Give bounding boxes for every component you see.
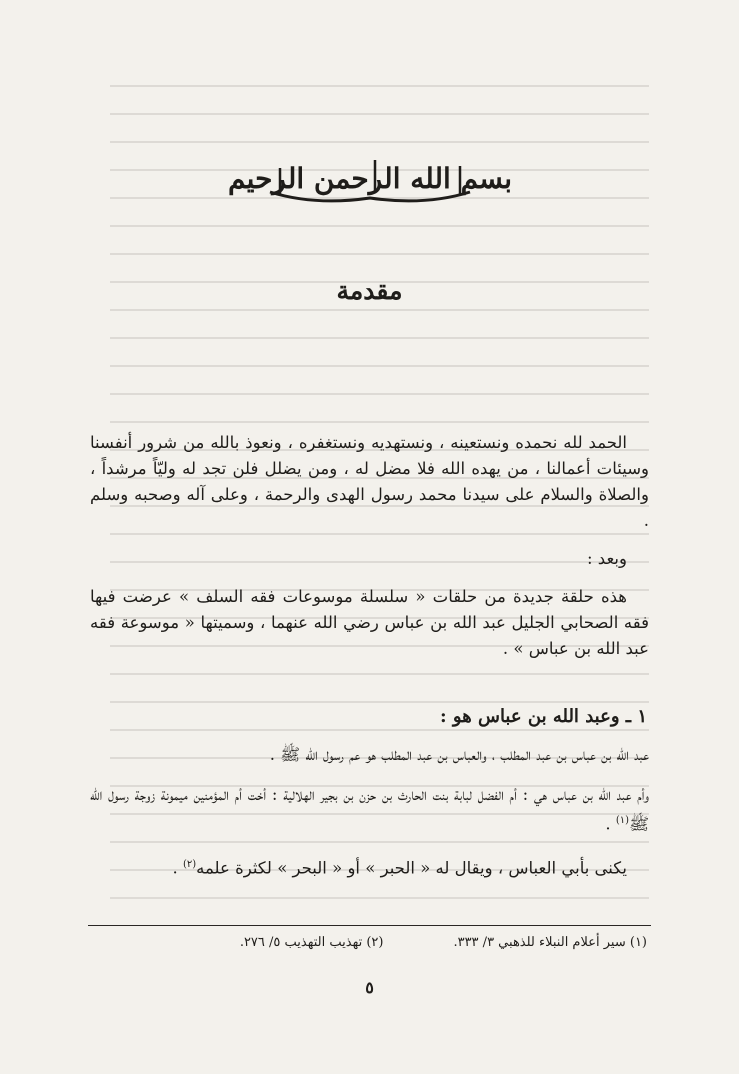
footnotes: [90, 935, 647, 950]
intro-paragraph-1: الحمد لله نحمده ونستعينه ، ونستهديه ونستغفره ، ونعوذ بالله من شرور أنفسنا وسيئات أعمالنا ، من يهده الله فلا مضل له ، ومن يضلل فلن تجد له وليّاً مرشداً ، والصلاة والسلام على سيدنا محمد رسول الهدى والرحمة ، وعلى آله وصحبه وسلم .: [90, 433, 649, 530]
section-paragraph-2-text: وأم عبد الله بن عباس هي : أم الفضل لبابة بنت الحارث بن حزن بن بجير الهلالية : أخت أم المؤمنين ميمونة زوجة رسول الله ﷺ: [90, 785, 649, 834]
footnote-1: (١) سير أعلام النبلاء للذهبي ٣/ ٣٣٣.: [453, 935, 647, 950]
page-number: ٥: [365, 978, 374, 997]
section-text: [90, 742, 649, 895]
footnote-2: (٢) تهذيب التهذيب ٥/ ٢٧٦.: [239, 935, 384, 950]
page-title: مقدمة: [336, 276, 403, 305]
basmala-calligraphy: [228, 148, 512, 218]
intro-text: [90, 430, 649, 674]
basmala-text: بسم الله الرحمن الرحيم: [228, 162, 512, 195]
section-heading: ١ ـ وعبد الله بن عباس هو :: [440, 706, 647, 727]
intro-paragraph-3: هذه حلقة جديدة من حلقات « سلسلة موسوعات فقه السلف » عرضت فيها فقه الصحابي الجليل عبد الله بن عباس رضي الله عنهما ، وسميتها « موسوعة فقه عبد الله بن عباس » .: [90, 587, 649, 658]
section-paragraph-3-end: .: [172, 858, 183, 877]
section-paragraph-2-end: .: [605, 814, 616, 834]
intro-paragraph-2: وبعد :: [587, 549, 627, 568]
section-paragraph-1: عبد الله بن عباس بن عبد المطلب ، والعباس بن عبد المطلب هو عم رسول الله ﷺ .: [269, 745, 649, 764]
section-paragraph-3: [90, 852, 649, 882]
footnote-ref-2: (٢): [182, 858, 197, 870]
section-paragraph-2: [90, 782, 649, 838]
section-paragraph-3-text: يكنى بأبي العباس ، ويقال له « الحبر » أو « البحر » لكثرة علمه: [196, 858, 627, 877]
footnote-ref-1: (١): [615, 815, 630, 826]
footnote-divider: [88, 925, 651, 926]
